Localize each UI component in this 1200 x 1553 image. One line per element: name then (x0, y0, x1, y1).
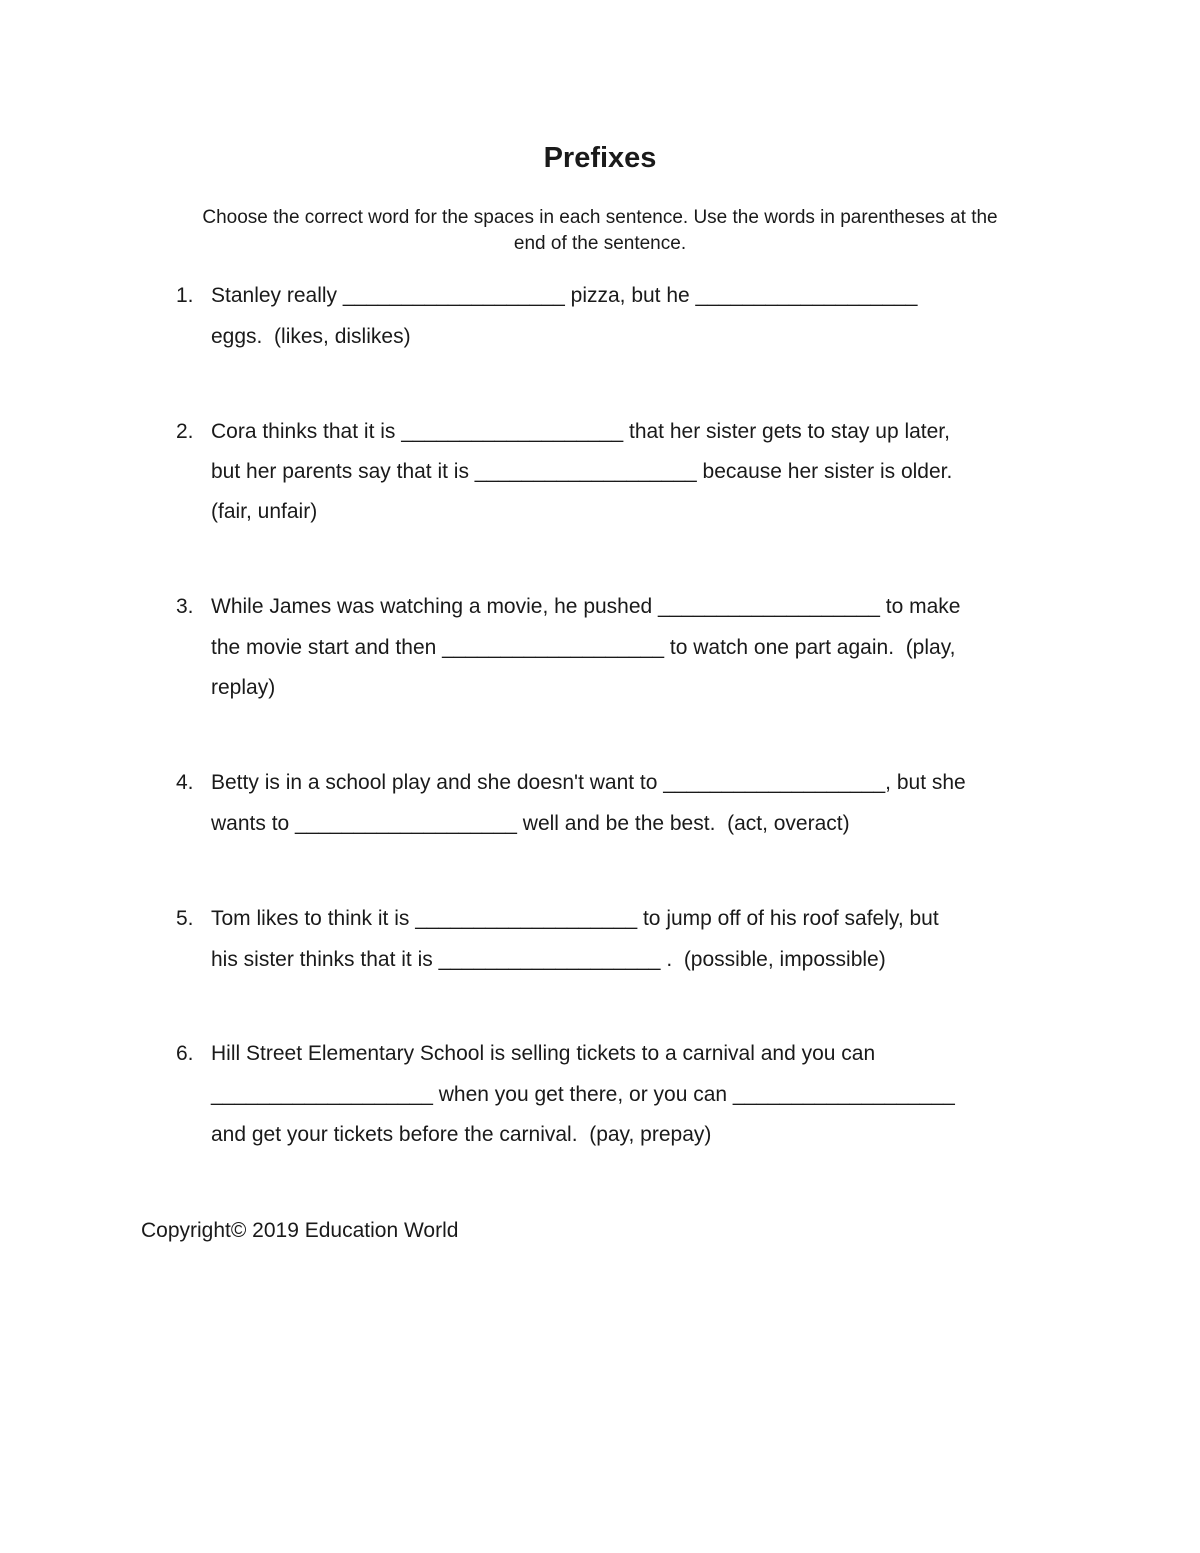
question-text-line: his sister thinks that it is ___________________ . (possible, impossible) (211, 948, 886, 971)
question-text-line: Cora thinks that it is ___________________ that her sister gets to stay up later, (211, 420, 950, 443)
copyright-notice: Copyright© 2019 Education World (141, 1219, 459, 1242)
page-title: Prefixes (543, 142, 657, 174)
question-text-line: eggs. (likes, dislikes) (211, 325, 411, 348)
question-text-line: Betty is in a school play and she doesn't want to ___________________, but she (211, 771, 966, 794)
question-number: 5. (176, 907, 194, 930)
question-text-line: Tom likes to think it is ___________________ to jump off of his roof safely, but (211, 907, 939, 930)
question-text-line: replay) (211, 676, 276, 699)
question-number: 1. (176, 284, 194, 307)
instructions (140, 205, 1060, 257)
question-text-line: While James was watching a movie, he pushed ___________________ to make (211, 595, 961, 618)
question-text-line: Hill Street Elementary School is selling tickets to a carnival and you can (211, 1042, 876, 1065)
question-number: 3. (176, 595, 194, 618)
question-text-line: and get your tickets before the carnival. (pay, prepay) (211, 1123, 712, 1146)
question-number: 2. (176, 420, 194, 443)
question-text-line: wants to ___________________ well and be the best. (act, overact) (211, 812, 850, 835)
question-text-line: Stanley really ___________________ pizza, but he ___________________ (211, 284, 918, 307)
question-text-line: ___________________ when you get there, or you can ___________________ (211, 1083, 955, 1106)
question-text-line: (fair, unfair) (211, 500, 318, 523)
question-text-line: the movie start and then ___________________ to watch one part again. (play, (211, 636, 956, 659)
question-number: 4. (176, 771, 194, 794)
question-text-line: but her parents say that it is ___________________ because her sister is older. (211, 460, 953, 483)
instructions-line-1: Choose the correct word for the spaces in each sentence. Use the words in parentheses at the (202, 207, 998, 228)
question-number: 6. (176, 1042, 194, 1065)
instructions-line-2: end of the sentence. (513, 233, 687, 254)
